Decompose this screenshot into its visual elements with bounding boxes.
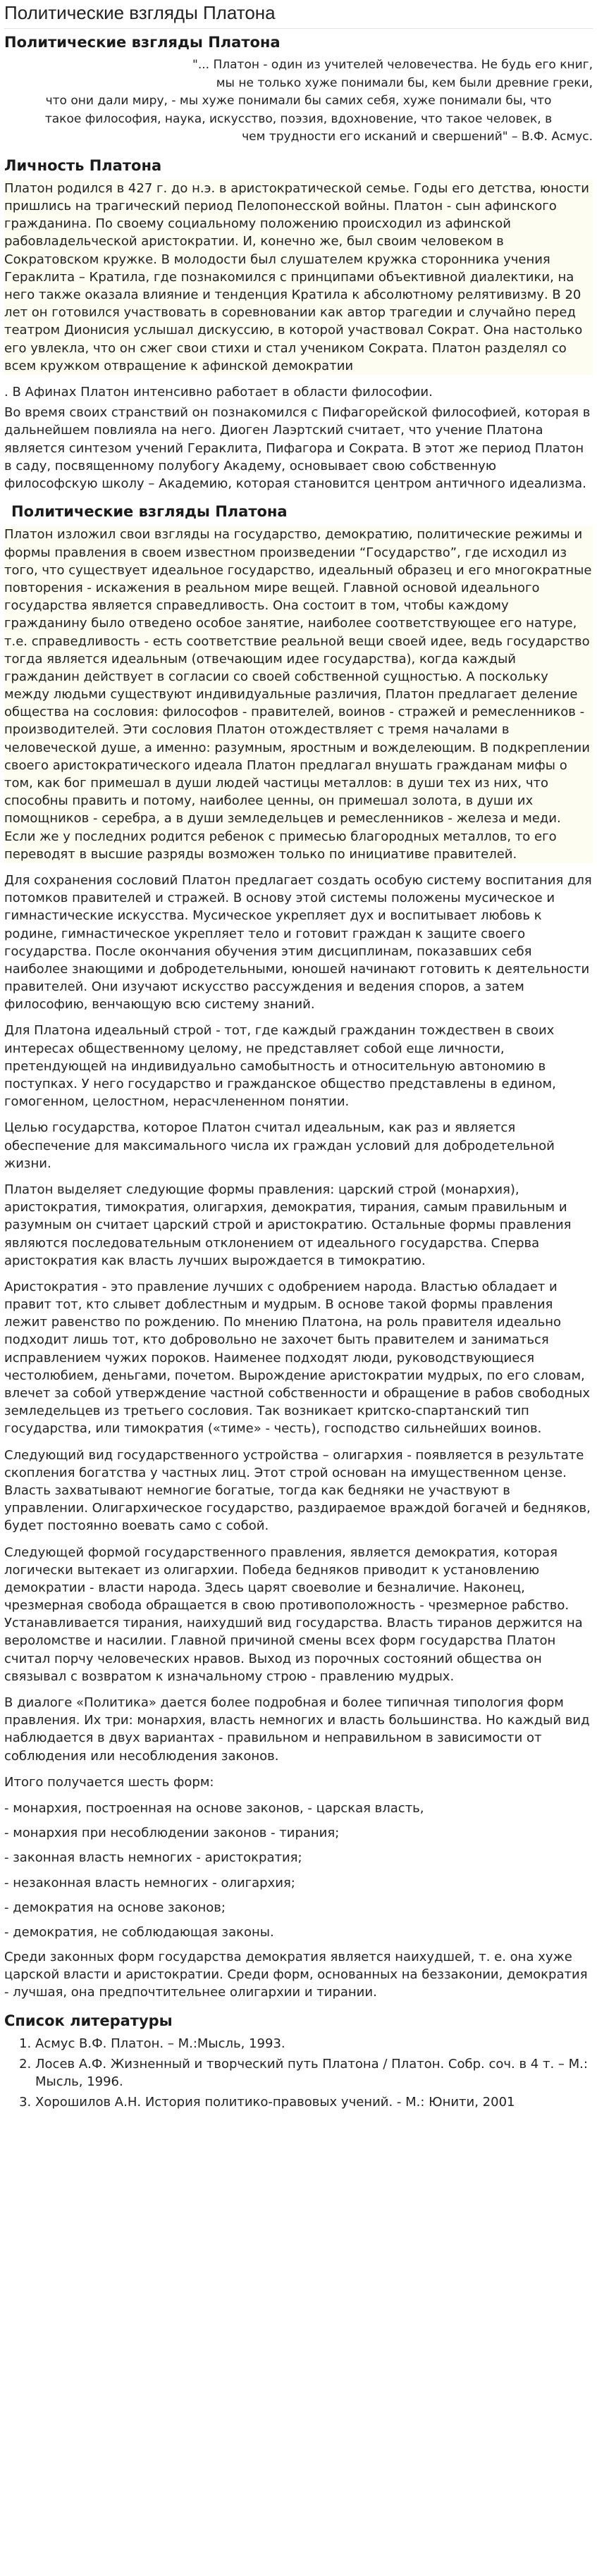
paragraph: . В Афинах Платон интенсивно работает в области философии. <box>4 384 433 400</box>
list-item: - демократия на основе законов; <box>4 1900 226 1915</box>
list-item: - законная власть немногих - аристократия; <box>4 1850 302 1866</box>
epigraph-line: такое философия, наука, искусство, поэзия, вдохновение, что такое человек, в <box>44 111 553 126</box>
epigraph <box>4 56 593 147</box>
list-item: - монархия при несоблюдении законов - тирания; <box>4 1826 340 1841</box>
epigraph-line: мы не только хуже понимали бы, кем были древние греки, <box>216 75 593 90</box>
paragraph: Для сохранения сословий Платон предлагает создать особую систему воспитания для потомков правителей и стражей. В основу этой системы положены мусическое и гимнастические искусства. Мусическое укрепляет дух и воспитывает любовь к родине, гимнастическое укрепляет тело и готовит граждан к защите своего государства. После окончания обучения этим дисциплинам, показавших себя наиболее знающими и добродетельными, юношей начинают готовить к деятельности правителей. Они изучают искусство рассуждения и ведения споров, а затем философию, венчающую всю систему знаний. <box>4 872 592 1013</box>
title-divider <box>4 28 593 29</box>
paragraph: Платон изложил свои взгляды на государство, демократию, политические режимы и формы правления в своем известном произведении “Государство”, где исходил из того, что существует идеальное государство, идеальный образец и его многократные повторения - искажения в реальном мире вещей. Главной основой идеального государства является справедливость. Она состоит в том, чтобы каждому гражданину было отведено особое занятие, наиболее соответствующее его натуре, т.е. справедливость - есть соответствие реальной вещи своей идее, ведь государство тогда является идеальным (отвечающим идее государства), когда каждый гражданин действует в согласии со своей собственной сущностью. А поскольку между людьми существуют индивидуальные различия, Платон предлагает деление общества на сословия: философов - правителей, воинов - стражей и ремесленников - производителей. Эти сословия Платон отождествляет с тремя началами в человеческой душе, а именно: разумным, яростным и вожделеющим. В подкреплении своего аристократического идеала Платон предлагал внушать гражданам мифы о том, как бог примешал в души людей частицы металлов: в души тех из них, что способны править и потому, наиболее ценны, он примешал золота, в души их помощников - серебра, а в души земледельцев и ремесленников - железа и меди. Если же у последних родится ребенок с примесью благородных металлов, то его переводят в высшие разряды возможен только по инициативе правителей. <box>4 526 593 863</box>
paragraph: Целью государства, которое Платон считал идеальным, как раз и является обеспечение для максимального числа их граждан условий для добродетельной жизни. <box>4 1120 555 1171</box>
article-heading: Политические взгляды Платона <box>4 33 281 51</box>
section-heading-personality: Личность Платона <box>4 156 162 174</box>
paragraph: Следующей формой государственного правления, является демократия, которая логически вытекает из олигархии. Победа бедняков приводит к установлению демократии - власти народа. Здесь царят своеволие и безналичие. Наконец, чрезмерная свобода обращается в свою противоположность - чрезмерное рабство. Устанавливается тирания, наихудший вид государства. Власть тиранов держится на вероломстве и насилии. Главной причиной смены всех форм государства Платон считал порчу человеческих нравов. Выход из порочных состояний общества он связывал с возвратом к изначальному строю - правлению мудрых. <box>4 1544 583 1684</box>
section-heading-references: Список литературы <box>4 2012 173 2029</box>
section-heading-political: Политические взгляды Платона <box>11 503 288 521</box>
epigraph-line: "... Платон - один из учителей человечества. Не будь его книг, <box>192 58 593 73</box>
paragraph: Для Платона идеальный строй - тот, где каждый гражданин тождествен в своих интересах общественному целому, не представляет собой еще личности, претендующей на индивидуально самобытность и относительную автономию в поступках. У него государство и гражданское общество представлены в едином, гомогенном, целостном, нерасчлененном понятии. <box>4 1023 556 1110</box>
forms-list <box>4 1800 593 1941</box>
paragraph: Платон выделяет следующие формы правления: царский строй (монархия), аристократия, тимократия, олигархия, демократия, тирания, самым правильным и разумным он считает царский строй и аристократию. Остальные формы правления являются последовательным отклонением от идеального государства. Сперва аристократия как власть лучших вырождается в тимократию. <box>4 1182 572 1268</box>
epigraph-attribution: чем трудности его исканий и свершений" – В.Ф. Асмус. <box>242 130 593 144</box>
paragraph: Аристократия - это правление лучших с одобрением народа. Властью обладает и правит тот, кто слывет доблестным и мудрым. В основе такой формы правления лежит равенство по рождению. По мнению Платона, на роль правителя идеально подходит лишь тот, кто добровольно не захочет быть правителем и заниматься исправлением чужих пороков. Наименее подходят люди, руководствующиеся честолюбием, деньгами, почетом. Вырождение аристократии мудрых, по его словам, влечет за собой утверждение частной собственности и обращение в рабов свободных земледельцев из третьего сословия. Так возникает критско-спартанский тип государства, или тимократия («тиме» - честь), господство сильнейших воинов. <box>4 1279 591 1437</box>
list-item: - монархия, построенная на основе законов, - царская власть, <box>4 1800 424 1816</box>
list-item: - незаконная власть немногих - олигархия; <box>4 1875 295 1890</box>
reference-item: 3. Хорошилов А.Н. История политико-правовых учений. - М.: Юнити, 2001 <box>35 2093 593 2111</box>
paragraph: В диалоге «Политика» дается более подробная и более типичная типология форм правления. Их три: монархия, власть немногих и власть большинства. Но каждый вид наблюдается в двух вариантах - правильном и неправильном в зависимости от соблюдения или несоблюдения законов. <box>4 1695 590 1764</box>
forms-intro: Итого получается шесть форм: <box>4 1774 214 1790</box>
reference-item: 1. Асмус В.Ф. Платон. – М.:Мысль, 1993. <box>35 2035 593 2052</box>
references-list <box>4 2035 593 2112</box>
conclusion-paragraph: Среди законных форм государства демократия является наихудшей, т. е. она хуже царской власти и аристократии. Среди форм, основанных на беззаконии, демократия - лучшая, она предпочтительнее олигархии и тирании. <box>4 1950 588 2000</box>
list-item: - демократия, не соблюдающая законы. <box>4 1924 274 1940</box>
reference-item: 2. Лосев А.Ф. Жизненный и творческий путь Платона / Платон. Собр. соч. в 4 т. – М.: Мысль, 1996. <box>35 2055 593 2091</box>
paragraph: Платон родился в 427 г. до н.э. в аристократической семье. Годы его детства, юности пришлись на трагический период Пелопонесской войны. Платон - сын афинского гражданина. По своему социальному положению происходил из афинской рабовладельческой аристократии. И, конечно же, был своим человеком в Сократовском кружке. В молодости был слушателем кружка сторонника учения Гераклита – Кратила, где познакомился с принципами объективной диалектики, на него также оказала влияние и тенденция Кратила к абсолютному релятивизму. В 20 лет он готовился участвовать в соревновании как автор трагедии и случайно перед театром Дионисия услышал дискуссию, в которой участвовал Сократ. Она настолько его увлекла, что он сжег свои стихи и стал учеником Сократа. Платон разделял со всем кружком отвращение к афинской демократии <box>4 180 593 375</box>
paragraph: Следующий вид государственного устройства – олигархия - появляется в результате скопления богатства у частных лиц. Этот строй основан на имущественном цензе. Власть захватывают немногие богатые, тогда как бедняки не участвуют в управлении. Олигархическое государство, раздираемое враждой богачей и бедняков, будет постоянно воевать само с собой. <box>4 1447 591 1534</box>
epigraph-line: что они дали миру, - мы хуже понимали бы самих себя, хуже понимали бы, что <box>45 94 552 109</box>
paragraph: Во время своих странствий он познакомился с Пифагорейской философией, которая в дальнейшем повлияла на него. Диоген Лаэртский считает, что учение Платона является синтезом учений Гераклита, Пифагора и Сократа. В этот же период Платон в саду, посвященному полубогу Академу, основывает свою собственную философскую школу – Академию, которая становится центром античного идеализма. <box>4 405 591 491</box>
page-title: Политические взгляды Платона <box>4 2 276 23</box>
